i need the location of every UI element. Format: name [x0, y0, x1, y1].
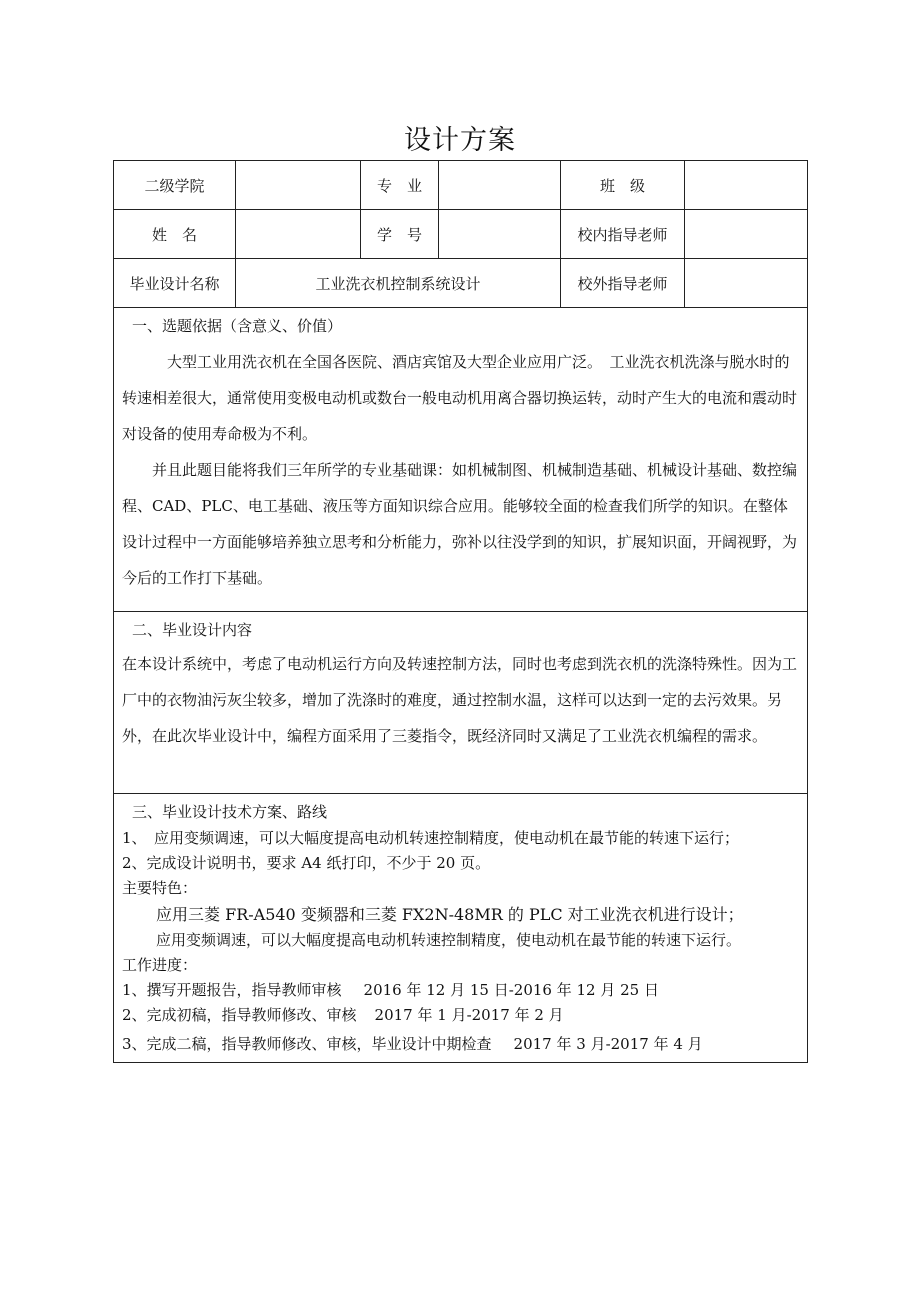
inner-advisor-value	[685, 210, 808, 259]
student-id-label: 学 号	[361, 210, 439, 259]
progress-task-3: 3、完成二稿，指导教师修改、审核，毕业设计中期检查	[122, 1035, 492, 1053]
progress-task-1: 1、撰写开题报告，指导教师审核	[122, 981, 342, 999]
major-label: 专 业	[361, 161, 439, 210]
section-2	[114, 612, 808, 794]
section-1-row	[114, 308, 808, 612]
class-label: 班 级	[561, 161, 685, 210]
progress-task-2: 2、完成初稿，指导教师修改、审核	[122, 1006, 357, 1024]
section-2-heading: 二、毕业设计内容	[132, 621, 253, 639]
college-label: 二级学院	[114, 161, 236, 210]
plan-item-1: 1、 应用变频调速，可以大幅度提高电动机转速控制精度，使电动机在最节能的转速下运行；	[122, 829, 740, 847]
section-3	[114, 794, 808, 1063]
section-1-paragraph-1: 大型工业用洗衣机在全国各医院、酒店宾馆及大型企业应用广泛。 工业洗衣机洗涤与脱水时的转速相差很大，通常使用变极电动机或数台一般电动机用离合器切换运转，动时产生大的电流和震动时对设备的使用寿命极为不利。	[122, 353, 798, 443]
feature-1: 应用三菱 FR-A540 变频器和三菱 FX2N-48MR 的 PLC 对工业洗衣机进行设计；	[156, 905, 744, 924]
section-3-row	[114, 794, 808, 1063]
class-value	[685, 161, 808, 210]
major-value	[439, 161, 561, 210]
inner-advisor-label: 校内指导老师	[561, 210, 685, 259]
progress-item-1	[122, 978, 801, 1003]
section-1-paragraph-2: 并且此题目能将我们三年所学的专业基础课：如机械制图、机械制造基础、机械设计基础、数控编程、CAD、PLC、电工基础、液压等方面知识综合应用。能够较全面的检查我们所学的知识。在整体设计过程中一方面能够培养独立思考和分析能力，弥补以往没学到的知识，扩展知识面，开阔视野，为今后的工作打下基础。	[122, 461, 798, 587]
student-id-value	[439, 210, 561, 259]
project-label: 毕业设计名称	[114, 259, 236, 308]
features-label: 主要特色：	[122, 879, 198, 897]
feature-2: 应用变频调速，可以大幅度提高电动机转速控制精度，使电动机在最节能的转速下运行。	[156, 931, 742, 949]
header-row-2	[114, 210, 808, 259]
section-1-heading: 一、选题依据（含意义、价值）	[132, 317, 343, 335]
college-value	[236, 161, 361, 210]
page-title: 设计方案	[404, 125, 516, 156]
project-value: 工业洗衣机控制系统设计	[236, 259, 561, 308]
name-value	[236, 210, 361, 259]
progress-item-2	[122, 1003, 801, 1028]
section-3-heading: 三、毕业设计技术方案、路线	[132, 803, 328, 821]
progress-item-3	[122, 1032, 801, 1057]
section-2-row	[114, 612, 808, 794]
name-label: 姓 名	[114, 210, 236, 259]
section-1	[114, 308, 808, 612]
progress-date-3: 2017 年 3 月-2017 年 4 月	[513, 1035, 703, 1053]
plan-item-2: 2、完成设计说明书，要求 A4 纸打印，不少于 20 页。	[122, 854, 491, 872]
design-plan-table	[113, 160, 808, 1063]
header-row-3	[114, 259, 808, 308]
outer-advisor-label: 校外指导老师	[561, 259, 685, 308]
progress-date-1: 2016 年 12 月 15 日-2016 年 12 月 25 日	[363, 981, 659, 999]
outer-advisor-value	[685, 259, 808, 308]
section-2-paragraph-1: 在本设计系统中，考虑了电动机运行方向及转速控制方法，同时也考虑到洗衣机的洗涤特殊性。因为工厂中的衣物油污灰尘较多，增加了洗涤时的难度，通过控制水温，这样可以达到一定的去污效果。另外，在此次毕业设计中，编程方面采用了三菱指令，既经济同时又满足了工业洗衣机编程的需求。	[122, 655, 798, 745]
progress-label: 工作进度：	[122, 956, 198, 974]
progress-date-2: 2017 年 1 月-2017 年 2 月	[374, 1006, 564, 1024]
header-row-1	[114, 161, 808, 210]
